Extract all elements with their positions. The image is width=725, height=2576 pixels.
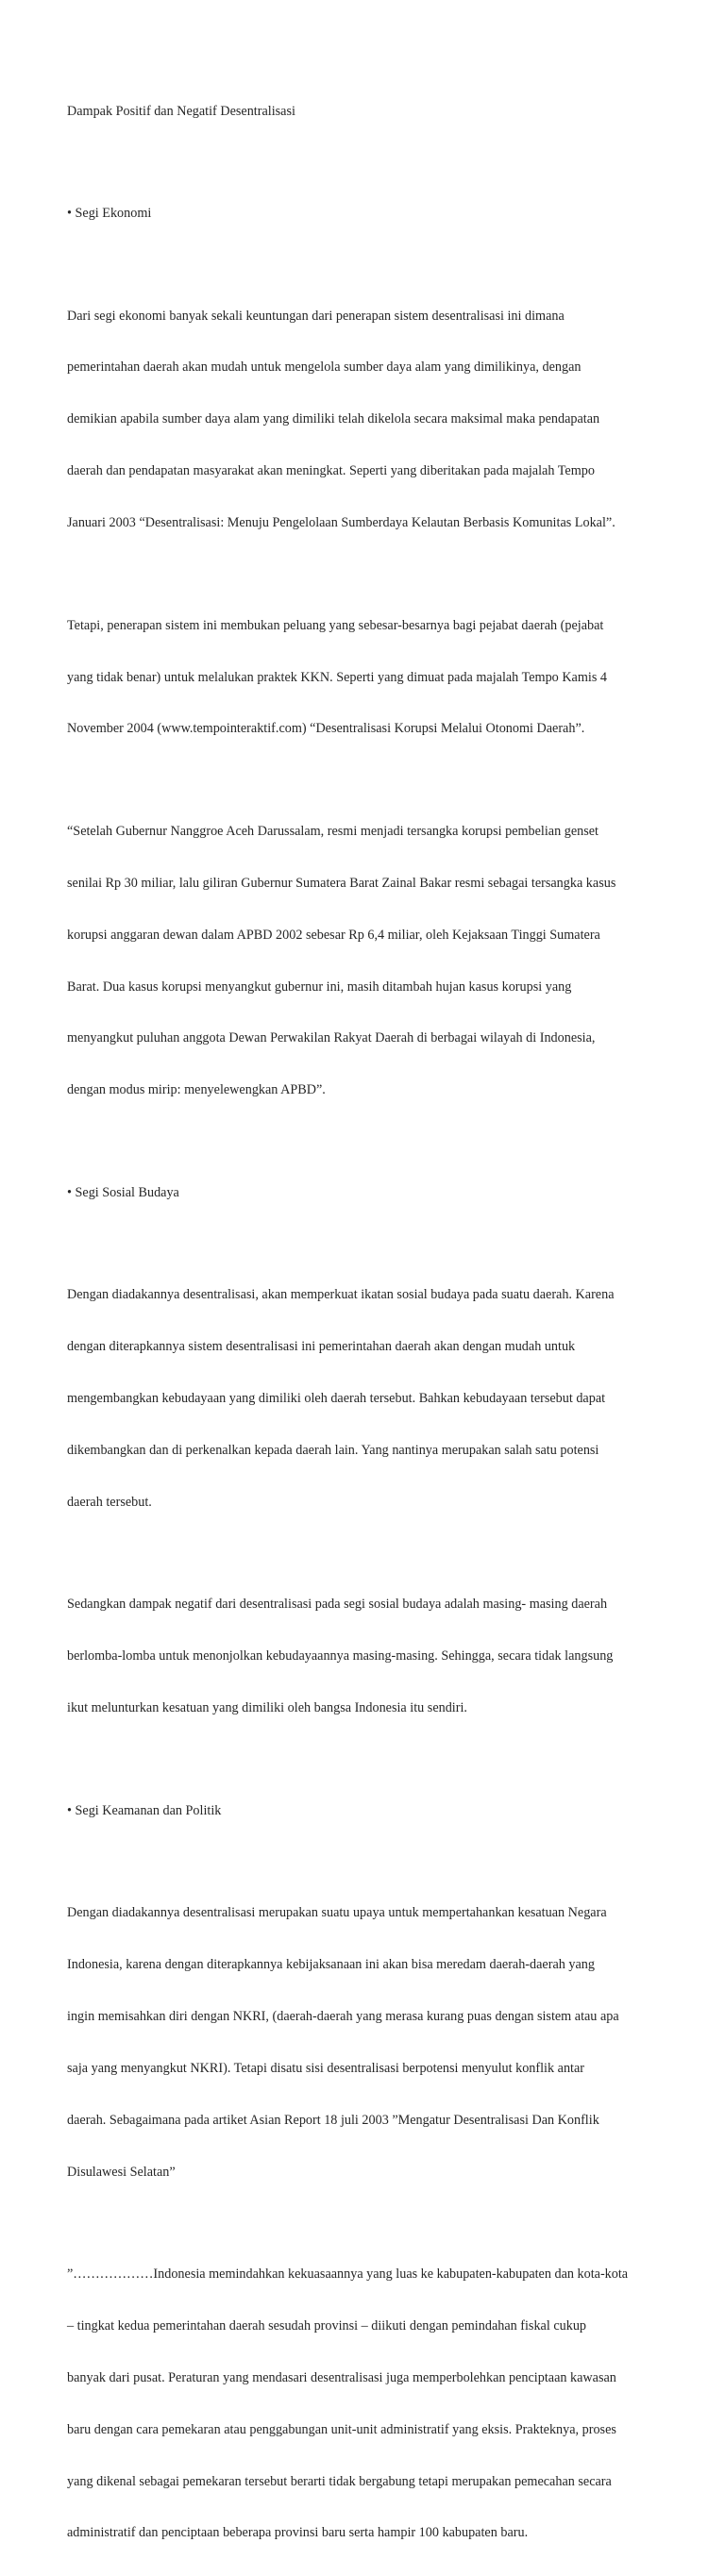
quote-paragraph: “Setelah Gubernur Nanggroe Aceh Darussalam, resmi menjadi tersangka korupsi pembelian genset senilai Rp 30 miliar, lalu giliran Gubernur Sumatera Barat Zainal Bakar resmi sebagai tersangka kasus korupsi anggaran dewan dalam APBD 2002 sebesar Rp 6,4 miliar, oleh Kejaksaan Tinggi Sumatera Barat. Dua kasus korupsi menyangkut gubernur ini, masih ditambah hujan kasus korupsi yang menyangkut puluhan anggota Dewan Perwakilan Rakyat Daerah di berbagai wilayah di Indonesia, dengan modus mirip: menyelewengkan APBD”.	[67, 823, 616, 1098]
section-heading-ekonomi: • Segi Ekonomi	[67, 206, 152, 222]
document-title: Dampak Positif dan Negatif Desentralisasi	[67, 103, 295, 119]
quote-paragraph: ”………………Indonesia memindahkan kekuasaannya yang luas ke kabupaten-kabupaten dan kota-kota – tingkat kedua pemerintahan daerah sesudah provinsi – diikuti dengan pemindahan fiskal cukup banyak dari pusat. Peraturan yang mendasari desentralisasi juga memperbolehkan penciptaan kawasan baru dengan cara pemekaran atau penggabungan unit-unit administratif yang eksis. Prakteknya, proses yang dikenal sebagai pemekaran tersebut berarti tidak bergabung tetapi merupakan pemecahan secara administratif dan penciptaan beberapa provinsi baru serta hampir 100 kabupaten baru.	[67, 2267, 629, 2541]
section-heading-keamanan-politik: • Segi Keamanan dan Politik	[67, 1802, 222, 1818]
section-heading-sosial-budaya: • Segi Sosial Budaya	[67, 1184, 179, 1200]
document-page	[67, 68, 664, 2576]
paragraph: Dari segi ekonomi banyak sekali keuntungan dari penerapan sistem desentralisasi ini dimana pemerintahan daerah akan mudah untuk mengelola sumber daya alam yang dimilikinya, dengan demikian apabila sumber daya alam yang dimiliki telah dikelola secara maksimal maka pendapatan daerah dan pendapatan masyarakat akan meningkat. Seperti yang diberitakan pada majalah Tempo Januari 2003 “Desentralisasi: Menuju Pengelolaan Sumberdaya Kelautan Berbasis Komunitas Lokal”.	[67, 308, 615, 531]
paragraph: Tetapi, penerapan sistem ini membukan peluang yang sebesar-besarnya bagi pejabat daerah (pejabat yang tidak benar) untuk melalukan praktek KKN. Seperti yang dimuat pada majalah Tempo Kamis 4 November 2004 (www.tempointeraktif.com) “Desentralisasi Korupsi Melalui Otonomi Daerah”.	[67, 617, 607, 737]
paragraph: Dengan diadakannya desentralisasi merupakan suatu upaya untuk mempertahankan kesatuan Negara Indonesia, karena dengan diterapkannya kebijaksanaan ini akan bisa meredam daerah-daerah yang ingin memisahkan diri dengan NKRI, (daerah-daerah yang merasa kurang puas dengan sistem atau apa saja yang menyangkut NKRI). Tetapi disatu sisi desentralisasi berpotensi menyulut konflik antar daerah. Sebagaimana pada artiket Asian Report 18 juli 2003 ”Mengatur Desentralisasi Dan Konflik Disulawesi Selatan”	[67, 1905, 619, 2180]
paragraph: Dengan diadakannya desentralisasi, akan memperkuat ikatan sosial budaya pada suatu daerah. Karena dengan diterapkannya sistem desentralisasi ini pemerintahan daerah akan dengan mudah untuk mengembangkan kebudayaan yang dimiliki oleh daerah tersebut. Bahkan kebudayaan tersebut dapat dikembangkan dan di perkenalkan kepada daerah lain. Yang nantinya merupakan salah satu potensi daerah tersebut.	[67, 1287, 615, 1510]
paragraph: Sedangkan dampak negatif dari desentralisasi pada segi sosial budaya adalah masing- masing daerah berlomba-lomba untuk menonjolkan kebudayaannya masing-masing. Sehingga, secara tidak langsung ikut melunturkan kesatuan yang dimiliki oleh bangsa Indonesia itu sendiri.	[67, 1597, 614, 1716]
